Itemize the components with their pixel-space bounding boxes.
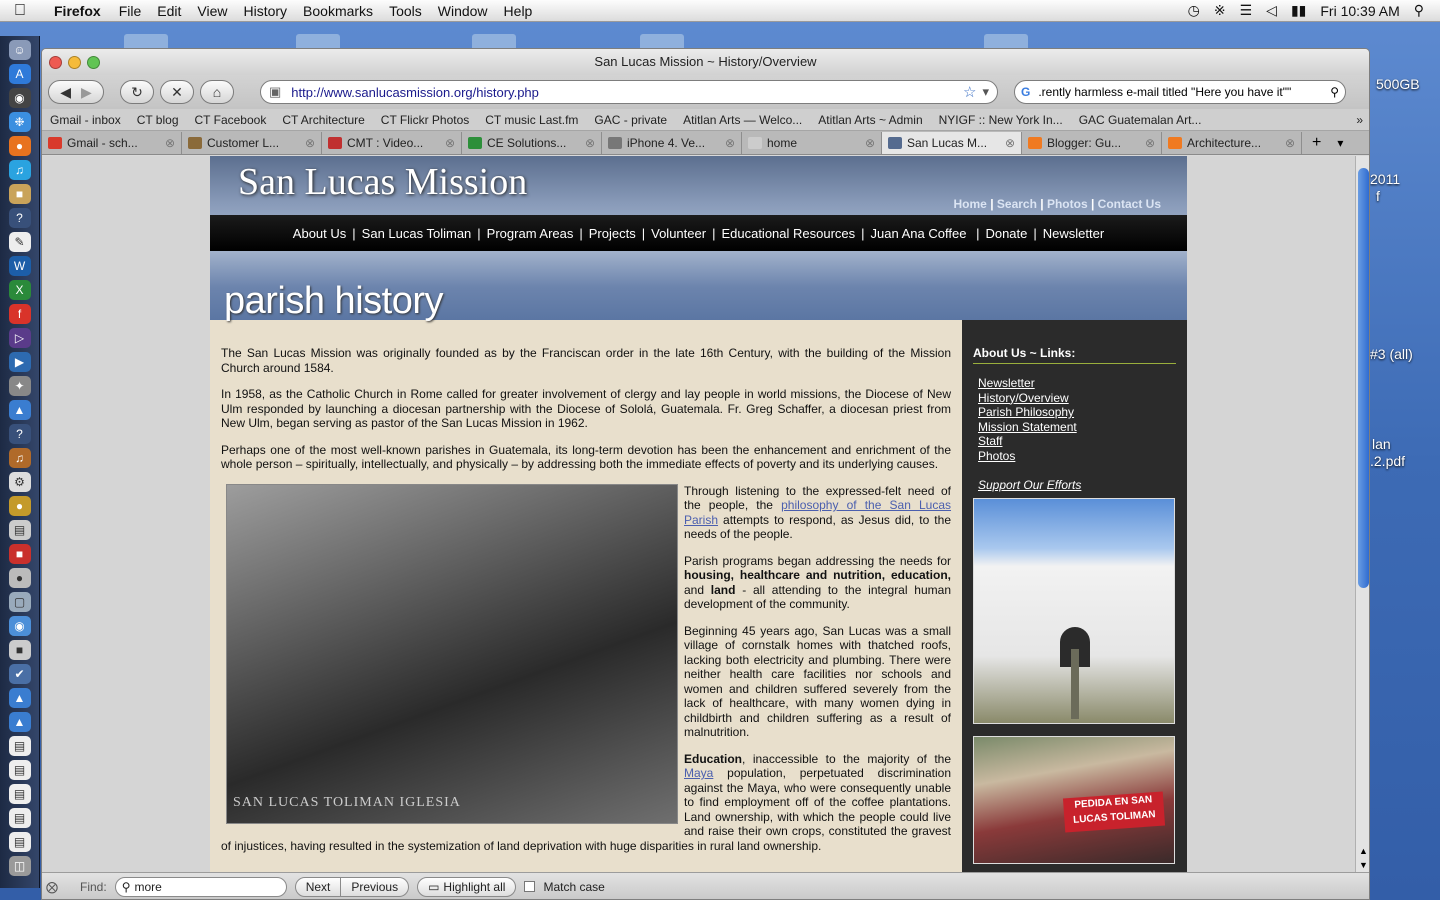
tab-favicon-icon (328, 137, 342, 149)
apple-menu-icon[interactable] (0, 2, 40, 20)
find-input-text[interactable]: more (134, 879, 162, 894)
bookmark-star-icon[interactable]: ☆ (963, 84, 977, 101)
safari-icon[interactable]: ❉ (9, 112, 31, 132)
tab-4[interactable] (602, 132, 742, 154)
tab-close-icon[interactable]: ⊗ (1144, 135, 1155, 150)
historic-church-photo (226, 484, 678, 824)
imovie-icon[interactable]: ▷ (9, 328, 31, 348)
navigation-toolbar (42, 75, 1369, 109)
desktop-folder-icon[interactable] (640, 34, 684, 48)
app-icon[interactable]: ● (9, 568, 31, 588)
desktop-item-label: .2.pdf (1370, 453, 1406, 469)
browser-window (41, 48, 1370, 900)
nav-projects[interactable]: Projects (588, 225, 636, 241)
main-article (210, 320, 962, 872)
procession-photo[interactable] (973, 736, 1175, 864)
time-machine-icon[interactable]: ◷ (1187, 2, 1200, 18)
app-menu[interactable]: Firefox (54, 2, 101, 19)
itunes-icon[interactable]: ♫ (9, 160, 31, 180)
sidebar-link-history[interactable]: History/Overview (978, 390, 1069, 405)
bookmarks-overflow-icon[interactable]: » (1356, 112, 1363, 127)
pdf-icon[interactable]: ■ (9, 544, 31, 564)
stop-button[interactable] (160, 80, 194, 104)
app-icon[interactable]: ▲ (9, 688, 31, 708)
sidebar-title: About Us ~ Links: (973, 346, 1176, 364)
bookmarks-toolbar (42, 109, 1369, 131)
menu-file[interactable]: File (118, 2, 142, 19)
menubar-clock[interactable]: Fri 10:39 AM (1320, 2, 1400, 19)
find-nav-buttons (295, 877, 409, 897)
sidebar-link-photos[interactable]: Photos (978, 448, 1016, 463)
desktop-folder-icon[interactable] (984, 34, 1028, 48)
scrollbar-thumb[interactable] (1358, 168, 1369, 588)
tab-close-icon[interactable]: ⊗ (1284, 135, 1295, 150)
church-facade-photo[interactable] (973, 498, 1175, 724)
window-title: San Lucas Mission ~ History/Overview (594, 54, 817, 69)
paragraph: In 1958, as the Catholic Church in Rome called for greater involvement of clergy and lay people in world missions, the Diocese of New Ulm responded by launching a diocesan partnership with the Diocese of Sololá, Guatemala. Fr. Greg Schaffer, a diocesan priest from New Ulm, began serving as pastor of the San Lucas Mission in 1962. (221, 387, 951, 430)
home-icon: ⌂ (212, 84, 222, 100)
document-icon[interactable]: ▤ (9, 832, 31, 852)
finder-icon[interactable]: ☺ (9, 40, 31, 60)
find-input[interactable] (115, 877, 287, 897)
back-forward-buttons (48, 80, 104, 104)
tab-close-icon[interactable]: ⊗ (584, 135, 595, 150)
tab-close-icon[interactable]: ⊗ (724, 135, 735, 150)
trash-icon[interactable]: ◫ (9, 856, 31, 876)
battery-icon[interactable]: ▮▮ (1290, 2, 1307, 18)
tab-6[interactable] (882, 132, 1022, 154)
find-previous-button[interactable]: Previous (341, 877, 409, 897)
top-links: Home | Search | Photos | Contact Us (953, 197, 1161, 211)
reload-button[interactable] (120, 80, 154, 104)
desktop-folder-icon[interactable] (296, 34, 340, 48)
desktop-item-label: #3 (all) (1370, 346, 1413, 362)
tab-favicon-icon (468, 137, 482, 149)
volume-icon[interactable]: ◁ (1266, 2, 1277, 18)
menu-view[interactable]: View (197, 2, 228, 19)
word-icon[interactable]: W (9, 256, 31, 276)
toplink-photos[interactable]: Photos (1046, 197, 1088, 211)
bookmark-item[interactable]: NYIGF :: New York In... (938, 112, 1063, 127)
app-icon[interactable]: ▲ (9, 712, 31, 732)
wifi-icon[interactable]: ☰ (1239, 2, 1253, 18)
paragraph: Beginning 45 years ago, San Lucas was a small village of cornstalk homes with thatched roofs, lacking both electricity and plumbing. There were neither health care facilities nor schools and women and children suffered severely from the lack of healthcare, with many women dying in childbirth and children suffering as a result of malnutrition. (684, 623, 951, 739)
site-banner (210, 156, 1187, 320)
window-titlebar (42, 49, 1369, 75)
utility-icon[interactable]: ✦ (9, 376, 31, 396)
tab-strip (42, 131, 1369, 155)
menu-help[interactable]: Help (503, 2, 533, 19)
url-dropdown-icon[interactable]: ▾ (982, 84, 989, 99)
vertical-scrollbar[interactable] (1355, 156, 1370, 872)
video-icon[interactable]: ▶ (9, 352, 31, 372)
tab-close-icon[interactable]: ⊗ (164, 135, 175, 150)
desktop-item-label: 2011 (1370, 171, 1401, 187)
sidebar-link-newsletter[interactable]: Newsletter (978, 376, 1035, 390)
find-label: Find: (80, 879, 107, 894)
site-identity-icon[interactable]: ▣ (269, 84, 282, 99)
sidebar (962, 320, 1187, 872)
procession-banner-sign: PEDIDA EN SAN LUCAS TOLIMAN (1063, 792, 1165, 833)
nav-donate[interactable]: Donate (985, 225, 1028, 241)
tab-7[interactable] (1022, 132, 1162, 154)
page-viewport (42, 156, 1355, 872)
find-bar (42, 872, 1370, 900)
filezilla-icon[interactable]: f (9, 304, 31, 324)
nav-program-areas[interactable]: Program Areas (486, 225, 574, 241)
tab-close-icon[interactable]: ⊗ (864, 135, 875, 150)
tab-0[interactable] (42, 132, 182, 154)
search-bar[interactable] (1014, 80, 1346, 104)
menu-edit[interactable]: Edit (157, 2, 182, 19)
tab-5[interactable] (742, 132, 882, 154)
match-case-checkbox[interactable] (524, 881, 535, 892)
iphoto-icon[interactable]: ■ (9, 184, 31, 204)
new-tab-icon[interactable]: + (1312, 133, 1322, 151)
bookmark-item[interactable]: CT music Last.fm (485, 112, 579, 127)
find-search-icon: ⚲ (121, 879, 131, 894)
app-store-icon[interactable]: A (9, 64, 31, 84)
home-button[interactable] (200, 80, 234, 104)
app-icon[interactable]: ▢ (9, 592, 31, 612)
page-heading: parish history (224, 280, 443, 322)
tab-close-icon[interactable]: ⊗ (304, 135, 315, 150)
tab-label: iPhone 4. Ve... (627, 135, 706, 150)
dashboard-icon[interactable]: ◉ (9, 88, 31, 108)
url-bar[interactable] (260, 80, 998, 104)
menu-bookmarks[interactable]: Bookmarks (303, 2, 374, 19)
sidebar-link-mission-statement[interactable]: Mission Statement (978, 419, 1077, 434)
url-text[interactable]: http://www.sanlucasmission.org/history.php (291, 84, 539, 100)
tab-favicon-icon (1168, 137, 1182, 149)
bookmark-item[interactable]: Atitlan Arts — Welco... (683, 112, 803, 127)
reload-icon: ↻ (131, 83, 143, 100)
search-icon[interactable]: ⚲ (1330, 85, 1339, 99)
highlight-all-button[interactable] (417, 877, 516, 897)
nav-volunteer[interactable]: Volunteer (651, 225, 707, 241)
tab-favicon-icon (188, 137, 202, 149)
tab-favicon-icon (888, 137, 902, 149)
desktop-folder-icon[interactable] (472, 34, 516, 48)
highlight-all-label: Highlight all (443, 879, 506, 894)
match-case-label[interactable]: Match case (543, 879, 605, 894)
tab-1[interactable] (182, 132, 322, 154)
document-icon[interactable]: ▤ (9, 736, 31, 756)
tab-3[interactable] (462, 132, 602, 154)
maya-link[interactable]: Maya (684, 766, 714, 780)
toplink-contact[interactable]: Contact Us (1097, 197, 1161, 211)
church-cross-shape (1071, 649, 1079, 719)
help-icon[interactable]: ? (9, 424, 31, 444)
document-icon[interactable]: ▤ (9, 784, 31, 804)
tab-label: home (767, 135, 798, 150)
dock (0, 36, 40, 888)
menu-tools[interactable]: Tools (389, 2, 422, 19)
desktop-drive-label: 500GB (1376, 76, 1420, 92)
bookmark-item[interactable]: Gmail - inbox (50, 112, 121, 127)
excel-icon[interactable]: X (9, 280, 31, 300)
tab-label: San Lucas M... (907, 135, 988, 150)
search-input-text[interactable]: .rently harmless e-mail titled "Here you have it"" (1038, 85, 1292, 99)
tab-2[interactable] (322, 132, 462, 154)
document-icon[interactable]: ▤ (9, 760, 31, 780)
tab-favicon-icon (748, 137, 762, 149)
bookmark-item[interactable]: CT Facebook (194, 112, 267, 127)
tab-label: Blogger: Gu... (1047, 135, 1122, 150)
app-icon[interactable]: ■ (9, 640, 31, 660)
desktop-item-label: f (1376, 188, 1380, 204)
firefox-icon[interactable]: ● (9, 136, 31, 156)
tab-list-icon[interactable]: ▾ (1337, 135, 1344, 150)
nav-newsletter[interactable]: Newsletter (1042, 225, 1105, 241)
nav-about-us[interactable]: About Us (292, 225, 347, 241)
paragraph: Parish programs began addressing the needs for housing, healthcare and nutrition, education, and land - all attending to the integral human development of the community. (684, 553, 951, 611)
preferences-icon[interactable]: ⚙ (9, 472, 31, 492)
highlight-toggle-icon: ▭ (428, 879, 440, 894)
scroll-down-icon[interactable]: ▼ (1359, 860, 1368, 870)
bookmark-item[interactable]: CT Architecture (282, 112, 365, 127)
toplink-search[interactable]: Search (996, 197, 1037, 211)
stop-icon: ✕ (171, 83, 183, 100)
nav-educational-resources[interactable]: Educational Resources (721, 225, 856, 241)
nav-san-lucas-toliman[interactable]: San Lucas Toliman (361, 225, 472, 241)
tab-label: CE Solutions... (487, 135, 567, 150)
scroll-up-icon[interactable]: ▲ (1359, 846, 1368, 856)
google-search-engine-icon[interactable]: G (1021, 85, 1031, 99)
app-icon[interactable]: ▤ (9, 520, 31, 540)
spotlight-icon[interactable]: ⚲ (1413, 2, 1424, 18)
tab-8[interactable] (1162, 132, 1302, 154)
tab-favicon-icon (1028, 137, 1042, 149)
tab-favicon-icon (608, 137, 622, 149)
sidebar-link-philosophy[interactable]: Parish Philosophy (978, 405, 1075, 419)
close-find-bar-icon[interactable]: ⨂ (46, 879, 58, 894)
paragraph: Through listening to the expressed-felt need of the people, the philosophy of the San Lucas Parish attempts to respond, as Jesus did, to the needs of the people. (684, 483, 952, 541)
back-icon[interactable]: ◀ (60, 83, 71, 100)
help-icon[interactable]: ? (9, 208, 31, 228)
philosophy-link[interactable]: philosophy of the San Lucas Parish (684, 498, 952, 527)
site-nav: About Us | San Lucas Toliman | Program Areas | Projects | Volunteer | Educational Resources | Juan Ana Coffee | Donate | Newsletter (210, 215, 1187, 251)
tab-close-icon[interactable]: ⊗ (1004, 135, 1015, 150)
app-icon[interactable]: ● (9, 496, 31, 516)
menu-window[interactable]: Window (437, 2, 488, 19)
support-our-efforts-link[interactable]: Support Our Efforts (978, 478, 1082, 492)
forward-icon[interactable]: ▶ (81, 83, 92, 100)
textedit-icon[interactable]: ✎ (9, 232, 31, 252)
tab-label: Customer L... (207, 135, 280, 150)
preview-icon[interactable]: ▲ (9, 400, 31, 420)
app-icon[interactable]: ✔ (9, 664, 31, 684)
tab-label: Architecture... (1187, 135, 1262, 150)
tab-favicon-icon (48, 137, 62, 149)
mac-menubar (0, 0, 1440, 22)
menu-history[interactable]: History (243, 2, 288, 19)
nav-juan-ana-coffee[interactable]: Juan Ana Coffee (870, 225, 967, 241)
sidebar-link-staff[interactable]: Staff (978, 434, 1003, 448)
desktop-folder-icon[interactable] (124, 34, 168, 48)
app-icon[interactable]: ◉ (9, 616, 31, 636)
bookmark-item[interactable]: CT Flickr Photos (380, 112, 470, 127)
toplink-home[interactable]: Home (953, 197, 987, 211)
site-title[interactable]: San Lucas Mission (238, 161, 528, 203)
bluetooth-icon[interactable]: ※ (1213, 2, 1226, 18)
desktop-item-label: lan (1372, 436, 1391, 452)
bookmark-item[interactable]: CT blog (136, 112, 179, 127)
paragraph: Education, inaccessible to the majority of the Maya population, perpetuated discrimination against the Maya, who were consequently unable to find employment off of the coffee plantations. Land ownership, with which the people could live and raise their own crops, constituted the gravest of injustices, having resulted in the systemization of land deprivation with huge disparities in rural land ownership. (221, 751, 951, 853)
bookmark-item[interactable]: GAC - private (594, 112, 668, 127)
tab-close-icon[interactable]: ⊗ (444, 135, 455, 150)
find-next-button[interactable]: Next (295, 877, 342, 897)
tab-label: Gmail - sch... (67, 135, 138, 150)
bookmark-item[interactable]: Atitlan Arts ~ Admin (818, 112, 923, 127)
paragraph: Perhaps one of the most well-known parishes in Guatemala, its long-term devotion has been the enhancement and enrichment of the whole person – spiritually, intellectually, and physically – by addressing both the immediate effects of poverty and its underlying causes. (221, 442, 951, 471)
garageband-icon[interactable]: ♫ (9, 448, 31, 468)
paragraph: The San Lucas Mission was originally founded as by the Franciscan order in the late 16th Century, with the building of the Mission Church around 1584. (221, 346, 951, 375)
document-icon[interactable]: ▤ (9, 808, 31, 828)
photo-caption: SAN LUCAS TOLIMAN IGLESIA (233, 795, 461, 810)
sidebar-links (973, 376, 1176, 463)
bookmark-item[interactable]: GAC Guatemalan Art... (1078, 112, 1202, 127)
tab-label: CMT : Video... (347, 135, 424, 150)
web-page (210, 156, 1187, 872)
